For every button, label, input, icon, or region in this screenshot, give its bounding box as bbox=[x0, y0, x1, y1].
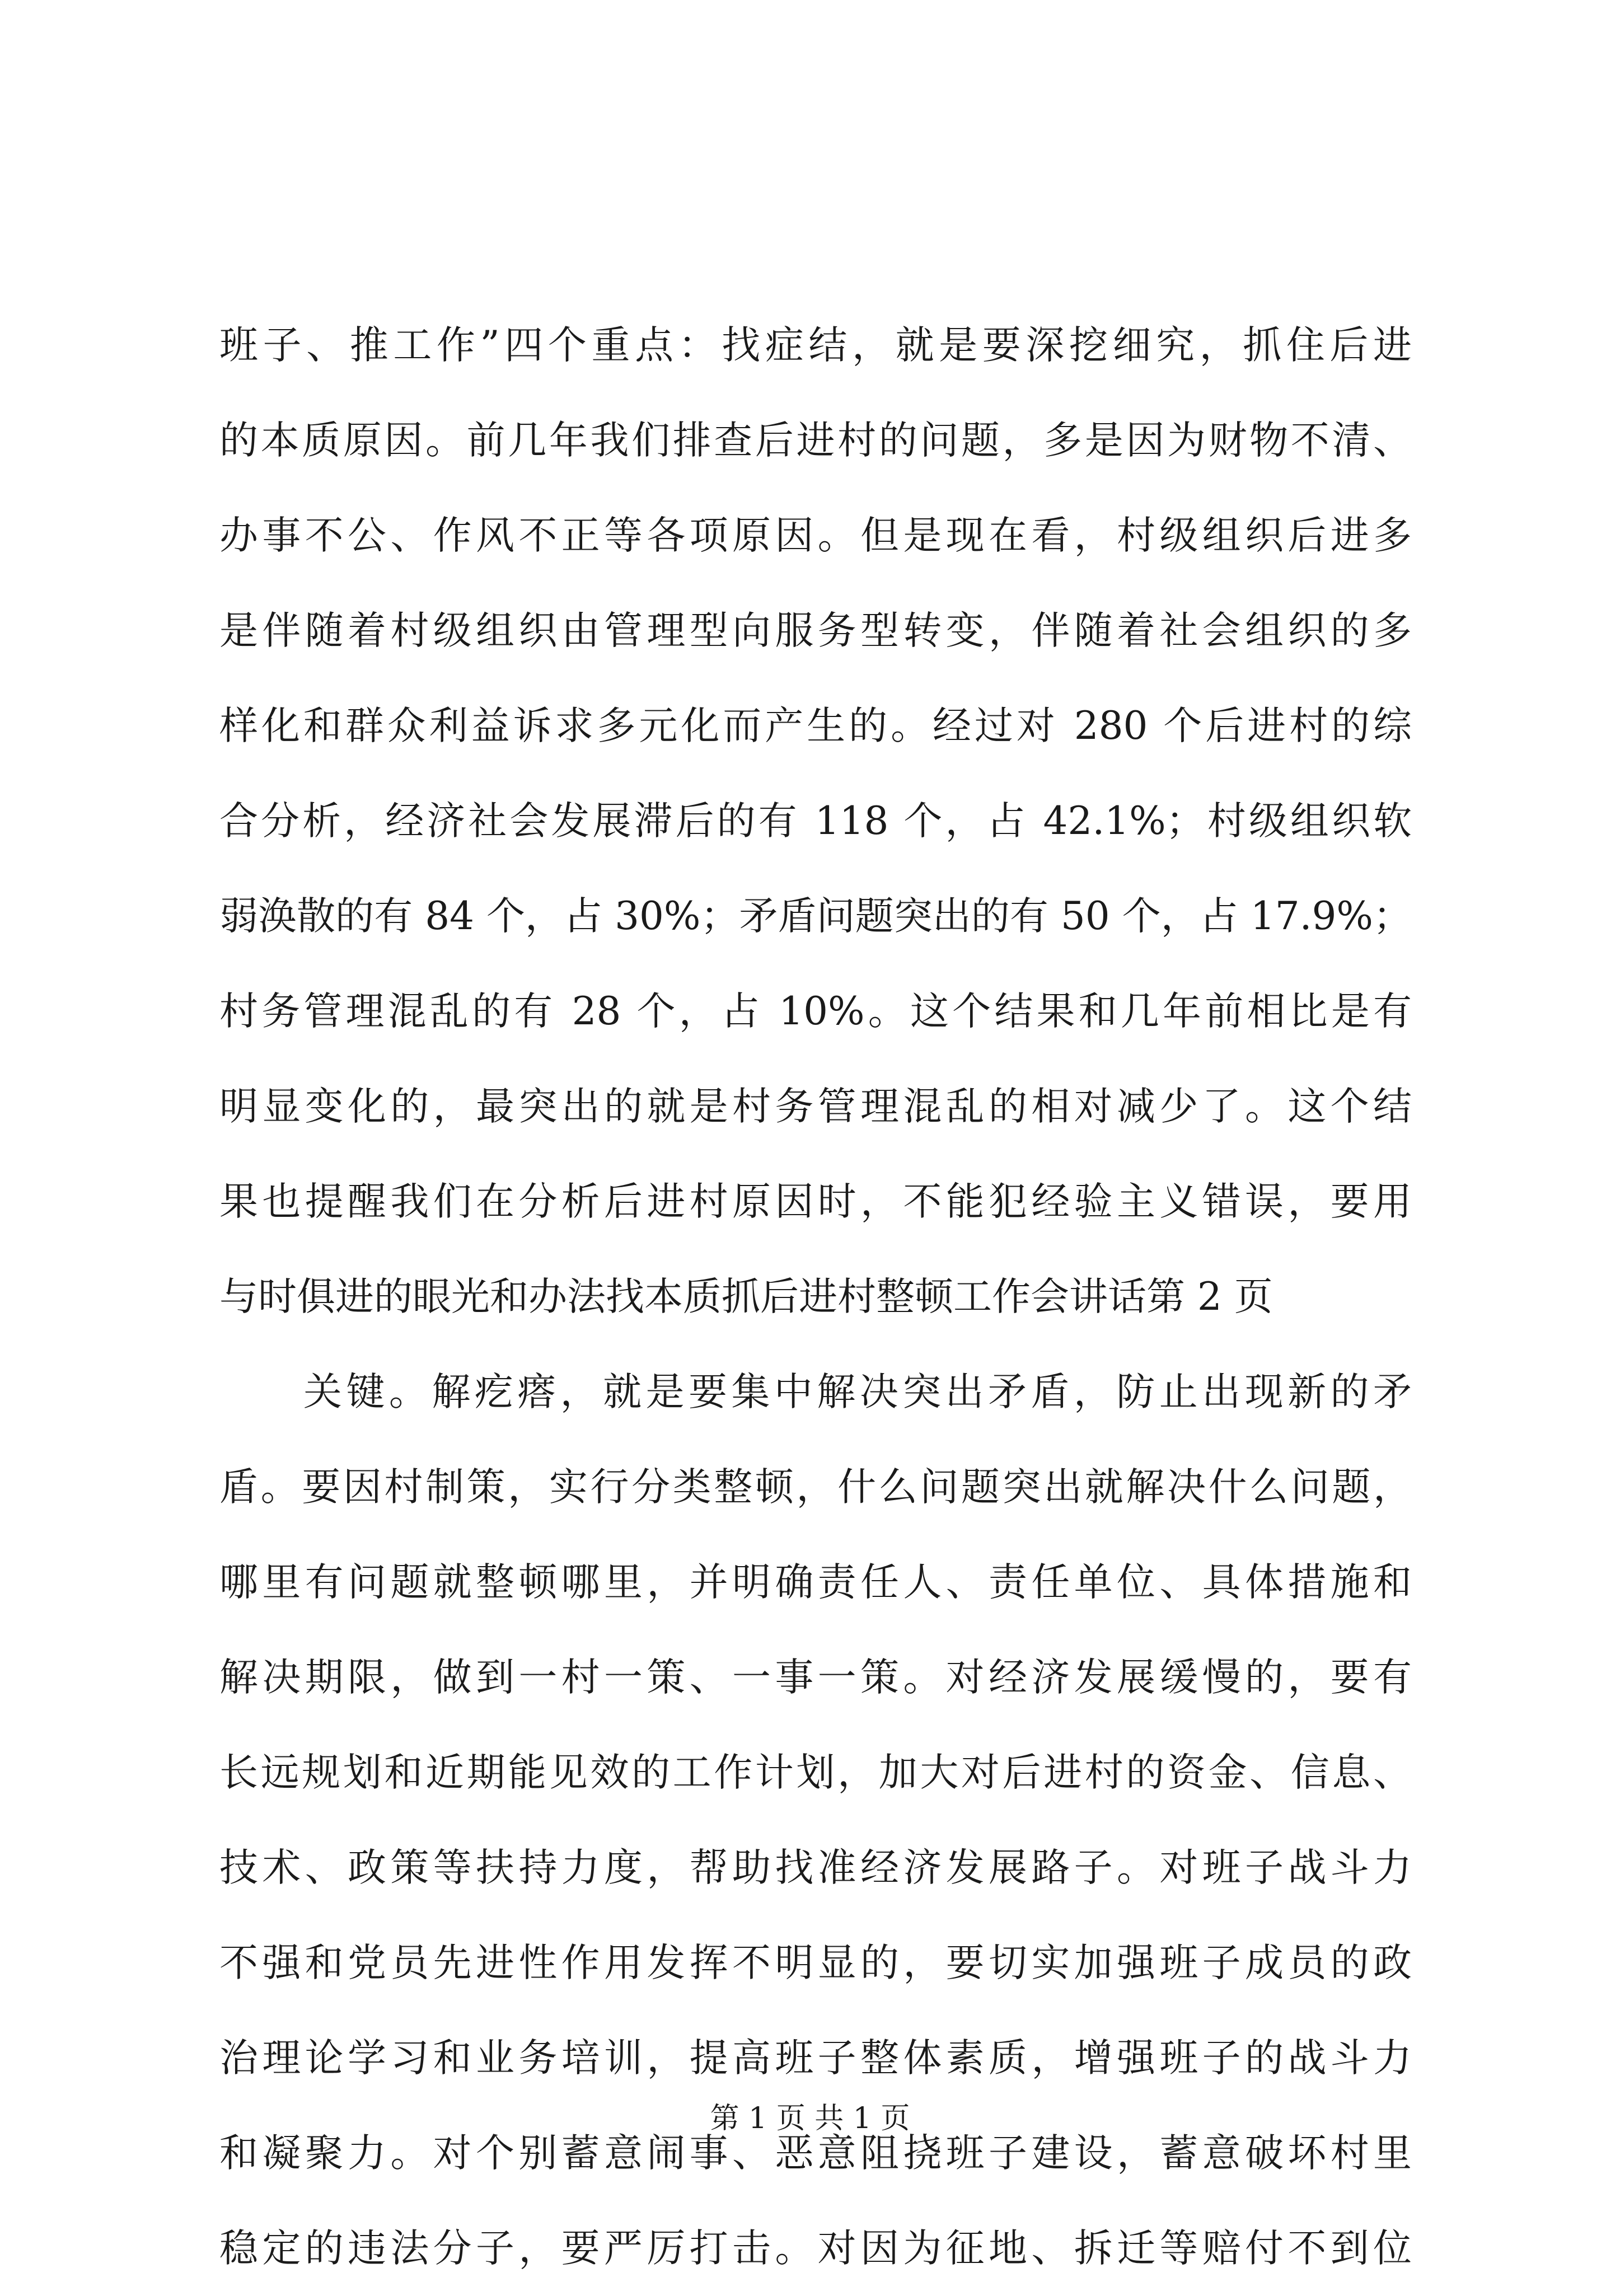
paragraph-first-line: 关键。解疙瘩，就是要集中解决突出矛盾，防止出现新的矛 bbox=[303, 1370, 1412, 1414]
text-line: 哪里有问题就整顿哪里，并明确责任人、责任单位、具体措施和 bbox=[219, 1560, 1412, 1605]
text-line: 不强和党员先进性作用发挥不明显的，要切实加强班子成员的政 bbox=[219, 1941, 1412, 1985]
text-line: 稳定的违法分子，要严厉打击。对因为征地、拆迁等赔付不到位 bbox=[219, 2226, 1412, 2271]
text-line: 治理论学习和业务培训，提高班子整体素质，增强班子的战斗力 bbox=[219, 2036, 1412, 2081]
text-line: 长远规划和近期能见效的工作计划，加大对后进村的资金、信息、 bbox=[219, 1750, 1412, 1795]
text-line: 班子、推工作”四个重点：找症结，就是要深挖细究，抓住后进 bbox=[219, 323, 1412, 368]
text-line: 样化和群众利益诉求多元化而产生的。经过对 280 个后进村的综 bbox=[219, 704, 1412, 748]
text-line: 明显变化的，最突出的就是村务管理混乱的相对减少了。这个结 bbox=[219, 1084, 1412, 1129]
text-line: 的本质原因。前几年我们排查后进村的问题，多是因为财物不清、 bbox=[219, 418, 1412, 463]
text-line: 和凝聚力。对个别蓄意闹事、恶意阻挠班子建设，蓄意破坏村里 bbox=[219, 2131, 1412, 2176]
text-line: 办事不公、作风不正等各项原因。但是现在看，村级组织后进多 bbox=[219, 513, 1412, 558]
text-line: 与时俱进的眼光和办法找本质抓后进村整顿工作会讲话第 2 页 bbox=[219, 1274, 1273, 1319]
text-line: 果也提醒我们在分析后进村原因时，不能犯经验主义错误，要用 bbox=[219, 1179, 1412, 1224]
text-line: 村务管理混乱的有 28 个，占 10%。这个结果和几年前相比是有 bbox=[219, 989, 1412, 1034]
page-footer: 第 1 页 共 1 页 bbox=[710, 2102, 910, 2135]
text-line: 解决期限，做到一村一策、一事一策。对经济发展缓慢的，要有 bbox=[219, 1655, 1412, 1700]
text-line: 弱涣散的有 84 个，占 30%；矛盾问题突出的有 50 个，占 17.9%； bbox=[219, 894, 1412, 939]
text-line: 合分析，经济社会发展滞后的有 118 个，占 42.1%；村级组织软 bbox=[219, 799, 1412, 844]
text-line: 盾。要因村制策，实行分类整顿，什么问题突出就解决什么问题， bbox=[219, 1465, 1412, 1510]
text-line: 是伴随着村级组织由管理型向服务型转变，伴随着社会组织的多 bbox=[219, 608, 1412, 653]
body-text bbox=[219, 298, 1412, 2296]
text-line: 技术、政策等扶持力度，帮助找准经济发展路子。对班子战斗力 bbox=[219, 1845, 1412, 1890]
